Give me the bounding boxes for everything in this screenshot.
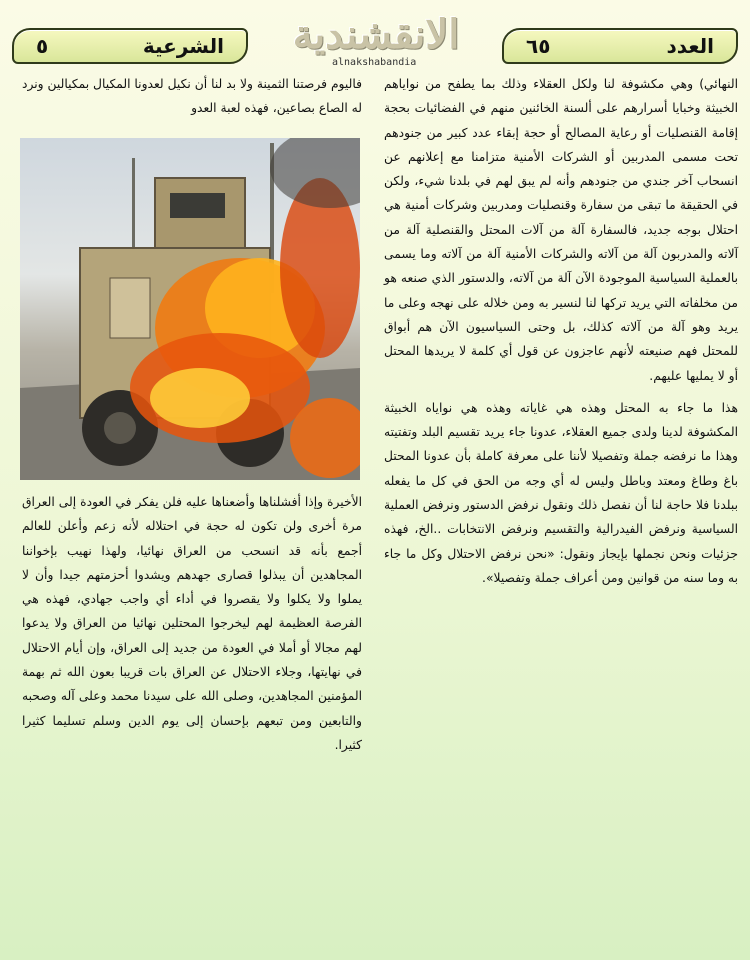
issue-banner [502,28,738,64]
page-number: ٥ [36,34,49,58]
left-column [22,72,362,752]
page-header [0,0,750,78]
section-banner [12,28,248,64]
magazine-logo [272,12,480,74]
logo-subtitle: alnakshabandia [332,57,417,68]
right-column [384,72,738,590]
paragraph-2: هذا ما جاء به المحتل وهذه هي غاياته وهذه هي نواياه الخبيثة المكشوفة لدينا ولدى جميع العقلاء، عدونا جاء يريد تقسيم البلد وتفتيته وهذا ما نرفضه جملة وتفصيلا لأننا على معرفة كاملة بأن عدونا المحتل باغ وطاغ ومعتد وباطل وليس له أي وجه من الحق في كل ما يفعله ببلدنا فلا حاجة لنا أن نفصل ذلك ونقول نرفض الدستور ونرفض العملية السياسية ونرفض الفيدرالية والتقسيم ونرفض الانتخابات ..الخ، فهذه جزئيات ونحن نجملها بإيجاز ونقول: «نحن نرفض الاحتلال وكل ما جاء به وما سنه من قوانين ومن أعراف جملة وتفصيلا». [384,400,738,585]
issue-number: ٦٥ [526,34,551,58]
burning-vehicle-photo [20,138,360,480]
paragraph-1: النهائي) وهي مكشوفة لنا ولكل العقلاء وذلك بما يطفح من نواياهم الخبيثة وخبايا أسرارهم على ألسنة الخائنين منهم في الفضائيات بحجة إقامة القنصليات أو رعاية المصالح أو حجة إبقاء عدد كبير من جنودهم تحت مسمى المدربين أو الشركات الأمنية متزامنا مع إعلانهم عن انسحاب آخر جندي من جنودهم وأنه لم يبق لهم في بلدنا شيء، ولكن في الحقيقة ما تبقى من سفارة وقنصليات ومدربين وشركات أمنية هي احتلال بوجه جديد، فالسفارة آلة من آلات المحتل والقنصلية آلة من آلاته والمدربون آلة من آلاته والشركات الأمنية آلة من آلاته وما يسمى بالعملية السياسية الموجودة الآن آلة من آلاته، والدستور الذي صنعه هو من مخلفاته التي يريد تركها لنا لنسير به ومن خلاله على نهجه وعلى ما يريد وهو آلة من آلاته كذلك، بل وحتى السياسيون الآن هم أبواق للمحتل فهم صنيعته لأنهم عاجزون عن قول أي كلمة لا يريدها المحتل أو لا يمليها عليهم. [384,77,738,383]
left-top-text: فاليوم فرصتنا الثمينة ولا بد لنا أن نكيل لعدونا المكيال بمكيالين ونرد له الصاع بصاعين، فهذه لعبة العدو [22,77,362,116]
left-bottom-text: الأخيرة وإذا أفشلناها وأضعناها عليه فلن يفكر في العودة إلى العراق مرة أخرى ولن تكون له حجة في احتلاله لأنه زعم وأعلن للعالم أجمع بأنه قد انسحب من العراق نهائيا، ولهذا نهيب بإخواننا المجاهدين أن يبذلوا قصارى جهدهم ويشدوا أحزمتهم جيدا وأن لا يملوا ولا يكلوا ولا يقصروا في أداء أي واجب جهادي، فهذه هي الفرصة العظيمة لهم ليخرجوا المحتلين نهائيا من العراق ولا يدعوا لهم مجالا أو أملا في العودة من جديد إلى العراق، وإن أيام الاحتلال في نهايتها، وجلاء الاحتلال عن العراق بات قريبا بعون الله ثم بهمة المؤمنين المجاهدين، وصلى الله على سيدنا محمد وعلى آله وصحبه والتابعين ومن تبعهم بإحسان إلى يوم الدين وسلم تسليما كثيرا كثيرا. [22,495,362,752]
burning-armored-vehicle-icon [20,138,360,480]
section-name: الشرعية [142,34,224,58]
issue-label: العدد [666,34,714,58]
logo-title: الانقشندية [292,11,460,58]
